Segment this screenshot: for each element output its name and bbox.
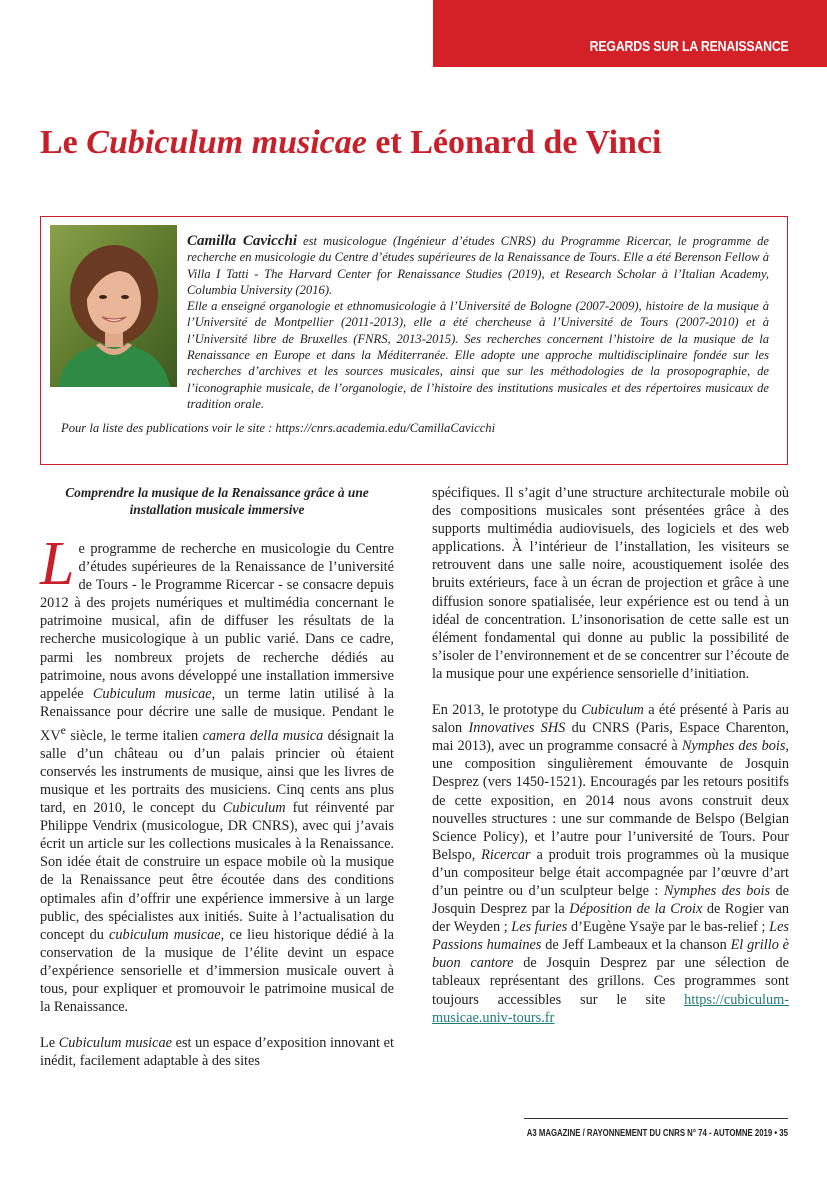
- article-paragraph-2-start: Le Cubiculum musicae est un espace d’exposition innovant et inédit, facilement adaptable à des sites: [40, 1035, 394, 1070]
- author-bio-text: [61, 233, 769, 437]
- rubric-label: REGARDS SUR LA RENAISSANCE: [590, 38, 789, 55]
- author-bio-box: [40, 216, 788, 465]
- article-column-left: [40, 484, 394, 1070]
- article-subheading: Comprendre la musique de la Renaissance grâce à une installation musicale immersive: [65, 485, 369, 517]
- page-footer: A3 MAGAZINE / RAYONNEMENT DU CNRS N° 74 - AUTOMNE 2019 • 35: [526, 1128, 788, 1139]
- title-italic: Cubiculum musicae: [86, 124, 367, 161]
- article-paragraph-2-end: spécifiques. Il s’agit d’une structure architecturale mobile où des compositions musicales sont présentées grâce à des supports multimédia audiovisuels, des logiciels et des web applications. À l’intérieur de l’installation, les visiteurs se retrouvent dans une salle noire, acoustiquement isolée des bruits extérieurs, face à un écran de projection et grâce à une diffusion sonore spatialisée, leur expérience est ou tend à un idéal de concentration. L’insonorisation de cette salle est un élément fondamental qui donne au public la possibilité de s’isoler de l’environnement et de se concentrer sur l’écoute de la musique pour une expérience sensorielle d’initiation.: [432, 485, 789, 682]
- author-name: Camilla Cavicchi: [187, 233, 297, 249]
- cubiculum-website-link[interactable]: https://cubiculum-musicae.univ-tours.fr: [432, 991, 789, 1026]
- article-column-right: [432, 484, 789, 1027]
- article-paragraph-3: En 2013, le prototype du Cubiculum a été présenté à Paris au salon Innovatives SHS du CNRS (Paris, Espace Charenton, mai 2013), avec un programme consacré à Nymphes des bois, une composition singulièrement émouvante de Josquin Desprez (vers 1450-1521). Encouragés par les retours positifs de cette exposition, en 2014 nous avons construit deux nouvelles structures : une sur commande de Belspo (Belgian Science Policy), et l’autre pour l’université de Tours. Pour Belspo, Ricercar a produit trois programmes où la musique d’un compositeur belge était accompagnée par l’œuvre d’art d’un peintre ou d’un sculpteur belge : Nymphes des bois de Josquin Desprez par la Déposition de la Croix de Rogier van der Weyden ; Les furies d’Eugène Ysaÿe par le bas-relief ; Les Passions humaines de Jeff Lambeaux et la chanson El grillo è buon cantore de Josquin Desprez par une sélection de tableaux représentant des grillons. Ces programmes sont toujours accessibles sur le site https://cubiculum-musicae.univ-tours.fr: [432, 702, 790, 1026]
- article-paragraph-1: Le programme de recherche en musicologie du Centre d’études supérieures de la Renaissance de l’université de Tours - le Programme Ricercar - se consacre depuis 2012 à des projets numériques et multimédia concernant le patrimoine musical, afin de diffuser les résultats de la recherche musicologique à un public varié. Dans ce cadre, parmi les nombreux projets de recherche dédiés au patrimoine, nous avons développé une installation immersive appelée Cubiculum musicae, un terme latin utilisé à la Renaissance pour décrire une salle de musique. Pendant le XVe siècle, le terme italien camera della musica désignait la salle d’un château ou d’un palais princier où étaient conservés les instruments de musique, ainsi que les livres de musique et les portraits des musiciens. Cinq cents ans plus tard, en 2010, le concept du Cubiculum fut réinventé par Philippe Vendrix (musicologue, DR CNRS), avec qui j’avais écrit un article sur les collections musicales à la Renaissance. Son idée était de construire un espace mobile où la musique de la Renaissance peut être écoutée dans des conditions optimales afin d’offrir une expérience immersive à un large public, des spécialistes aux initiés. Suite à l’actualisation du concept du cubiculum musicae, ce lieu historique dédié à la conservation de la musique de l’élite devint un espace d’expérience sensorielle et d’immersion musicale ouvert à tous, pour expliquer et promouvoir le patrimoine musical de la Renaissance.: [40, 530, 395, 1016]
- drop-cap: L: [40, 530, 75, 598]
- footer-rule: [524, 1118, 788, 1119]
- bio-publications: Pour la liste des publications voir le site : https://cnrs.academia.edu/CamillaCavicchi: [61, 421, 496, 436]
- rubric-banner: [433, 0, 827, 67]
- page-title: Le Cubiculum musicae et Léonard de Vinci: [40, 124, 662, 161]
- bio-intro: Camilla Cavicchi est musicologue (Ingénieur d’études CNRS) du Programme Ricercar, le programme de recherche en musicologie du Centre d’études supérieures de la Renaissance de Tours. Elle a été Berenson Fellow à Villa I Tatti - The Harvard Center for Renaissance Studies (2019), et Research Scholar à l’Italian Academy, Columbia University (2016).: [187, 233, 769, 297]
- bio-career: Elle a enseigné organologie et ethnomusicologie à l’Université de Bologne (2007-2009), histoire de la musique à l’Université de Montpellier (2011-2013), elle a été chercheuse à l’Université de Tours (2007-2010) et à l’Université libre de Bruxelles (FNRS, 2013-2015). Ses recherches concernent l’histoire de la musique de la Renaissance en Europe et dans la Méditerranée. Elle adopte une approche multidisciplinaire fondée sur les recherches d’archives et les sources musicales, ainsi que sur les méthodologies de la prosopographie, de l’iconographie musicale, de l’organologie, de l’histoire des institutions musicales et des répertoires musicaux de tradition orale.: [187, 299, 769, 411]
